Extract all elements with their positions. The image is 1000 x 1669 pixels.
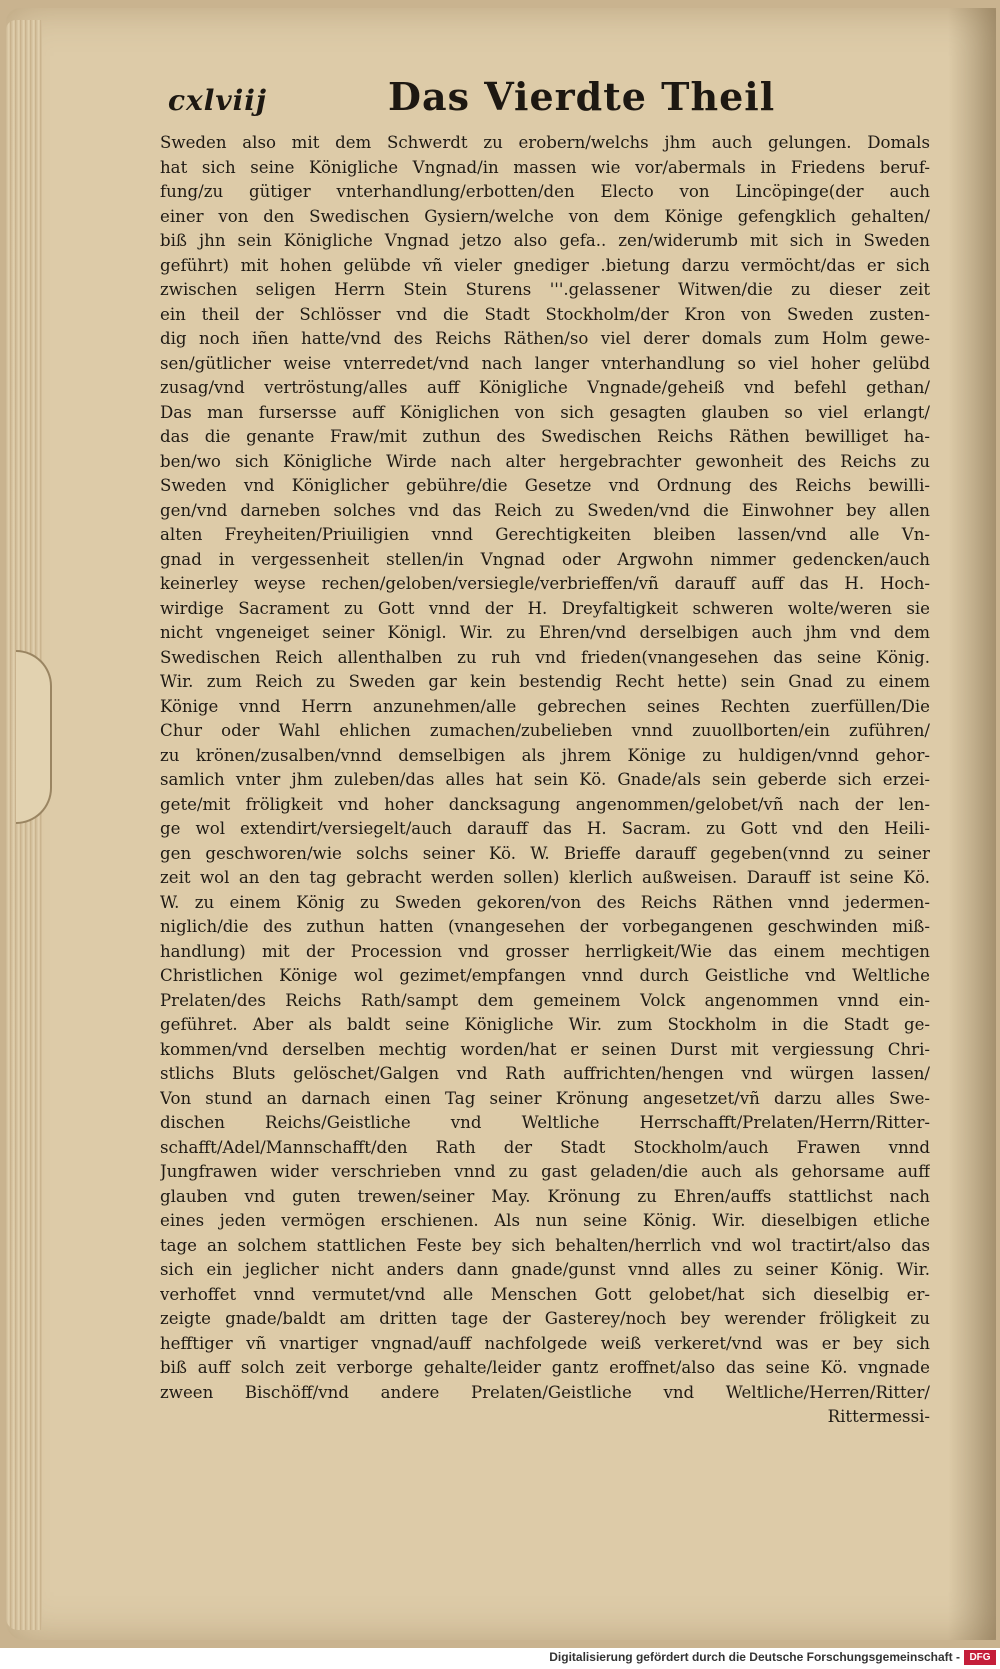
text-line: nicht vngeneiget seiner Königl. Wir. zu Ehren/vnd derselbigen auch jhm vnd dem: [160, 623, 930, 642]
text-line: einer von den Swedischen Gysiern/welche von dem Könige gefengklich gehalten/: [160, 206, 930, 226]
text-line: Rittermessi-: [827, 1407, 930, 1426]
text-line: Chur oder Wahl ehlichen zumachen/zubelieben vnnd zuuollborten/ein zuführen/: [160, 721, 930, 740]
text-line: das die genante Fraw/mit zuthun des Swedischen Reichs Räthen bewilliget ha-: [160, 427, 930, 446]
running-title: Das Vierdte Theil: [388, 74, 776, 119]
text-line: gete/mit fröligkeit vnd hoher dancksagung angenommen/gelobet/vñ nach der len-: [160, 794, 930, 814]
text-line: Von stund an darnach einen Tag seiner Krönung angesetzet/vñ darzu alles Swe-: [160, 1088, 930, 1108]
text-line: hat sich seine Königliche Vngnad/in massen wie vor/abermals in Friedens beruf-: [160, 157, 930, 177]
text-line: Das man fursersse auff Königlichen von sich gesagten glauben so viel erlangt/: [160, 402, 930, 422]
text-line: ben/wo sich Königliche Wirde nach alter hergebrachter gewonheit des Reichs zu: [160, 451, 930, 471]
text-line: Swedischen Reich allenthalben zu ruh vnd frieden(vnangesehen das seine König.: [160, 647, 930, 667]
text-line: keinerley weyse rechen/geloben/versiegle/verbrieffen/vñ darauff auff das H. Hoch-: [160, 574, 930, 593]
text-line: gen/vnd darneben solches vnd das Reich zu Sweden/vnd die Einwohner bey allen: [160, 500, 930, 520]
text-line: gnad in vergessenheit stellen/in Vngnad oder Argwohn nimmer gedencken/auch: [160, 549, 930, 569]
folio-number: cxlviij: [168, 84, 268, 117]
text-line: zwischen seligen Herrn Stein Sturens '''.gelassener Witwen/die zu dieser zeit: [160, 280, 930, 299]
text-line: gen geschworen/wie solchs seiner Kö. W. Brieffe darauff gegeben(vnnd zu seiner: [160, 843, 930, 863]
text-line: zeigte gnade/baldt am dritten tage der Gasterey/noch bey werender fröligkeit zu: [160, 1309, 930, 1328]
text-line: W. zu einem König zu Sweden gekoren/von des Reichs Räthen vnnd jedermen-: [160, 892, 930, 912]
text-line: biß auff solch zeit verborge gehalte/leider gantz eroffnet/also das seine Kö. vngnade: [160, 1358, 930, 1377]
page-gutter-shadow: [948, 8, 996, 1640]
text-line: Könige vnnd Herrn anzunehmen/alle gebrechen seines Rechten zuerfüllen/Die: [160, 696, 930, 716]
page-tab-notch: [16, 650, 52, 824]
text-line: zween Bischöff/vnd andere Prelaten/Geistliche vnd Weltliche/Herren/Ritter/: [160, 1382, 930, 1402]
text-line: Sweden vnd Königlicher gebühre/die Gesetze vnd Ordnung des Reichs bewilli-: [160, 476, 930, 495]
text-line: niglich/die des zuthun hatten (vnangesehen der vorbegangenen geschwinden miß-: [160, 917, 930, 936]
text-line: hefftiger vñ vnartiger vngnad/auff nachfolgede weiß verkeret/vnd was er bey sich: [160, 1333, 930, 1353]
text-line: kommen/vnd derselben mechtig worden/hat er seinen Durst mit vergiessung Chri-: [160, 1039, 930, 1059]
text-line: fung/zu gütiger vnterhandlung/erbotten/den Electo von Lincöpinge(der auch: [160, 182, 930, 201]
text-line: schafft/Adel/Mannschafft/den Rath der Stadt Stockholm/auch Frawen vnnd: [160, 1137, 930, 1157]
text-line: zusag/vnd vertröstung/alles auff Königliche Vngnade/geheiß vnd befehl gethan/: [160, 378, 930, 397]
text-line: wirdige Sacrament zu Gott vnnd der H. Dreyfaltigkeit schweren wolte/weren sie: [160, 598, 930, 618]
text-line: Wir. zum Reich zu Sweden gar kein bestendig Recht hette) sein Gnad zu einem: [160, 672, 930, 691]
text-line: Christlichen Könige wol gezimet/empfangen vnnd durch Geistliche vnd Weltliche: [160, 966, 930, 985]
text-line: zeit wol an den tag gebracht werden sollen) klerlich außweisen. Darauff ist seine Kö.: [160, 868, 930, 887]
text-line: dischen Reichs/Geistliche vnd Weltliche Herrschafft/Prelaten/Herrn/Ritter-: [160, 1113, 930, 1132]
text-line: handlung) mit der Procession vnd grosser herrligkeit/Wie das einem mechtigen: [160, 941, 930, 961]
text-line: biß jhn sein Königliche Vngnad jetzo also gefa.. zen/widerumb mit sich in Sweden: [160, 231, 930, 250]
text-line: sich ein jeglicher nicht anders dann gnade/gunst vnnd alles zu seiner König. Wir.: [160, 1260, 930, 1279]
text-line: sen/gütlicher weise vnterredet/vnd nach langer vnterhandlung so viel hoher gelübd: [160, 353, 930, 373]
text-line: zu krönen/zusalben/vnnd demselbigen als jhrem Könige zu huldigen/vnnd gehor-: [160, 745, 930, 765]
dfg-logo: DFG: [964, 1650, 996, 1665]
text-line: ein theil der Schlösser vnd die Stadt Stockholm/der Kron von Sweden zusten-: [160, 304, 930, 324]
text-line: verhoffet vnnd vermutet/vnd alle Menschen Gott gelobet/hat sich dieselbig er-: [160, 1284, 930, 1304]
text-line: Jungfrawen wider verschrieben vnnd zu gast geladen/die auch als gehorsame auff: [160, 1162, 930, 1181]
text-line: Sweden also mit dem Schwerdt zu erobern/welchs jhm auch gelungen. Domals: [160, 133, 930, 152]
page-edges: [6, 20, 42, 1630]
text-line: stlichs Bluts gelöschet/Galgen vnd Rath auffrichten/hengen vnd würgen lassen/: [160, 1064, 930, 1083]
text-line: Prelaten/des Reichs Rath/sampt dem gemeinem Volck angenommen vnnd ein-: [160, 990, 930, 1010]
text-line: alten Freyheiten/Priuiligien vnnd Gerechtigkeiten bleiben lassen/vnd alle Vn-: [160, 525, 930, 544]
digitization-credit: Digitalisierung gefördert durch die Deutsche Forschungsgemeinschaft -: [549, 1650, 960, 1664]
footer-bar: [0, 1648, 1000, 1669]
text-line: geführet. Aber als baldt seine Königliche Wir. zum Stockholm in die Stadt ge-: [160, 1015, 930, 1034]
page-header: [168, 74, 908, 130]
text-line: dig noch iñen hatte/vnd des Reichs Räthen/so viel derer domals zum Holm gewe-: [160, 329, 930, 348]
text-line: eines jeden vermögen erschienen. Als nun seine König. Wir. dieselbigen etliche: [160, 1211, 930, 1230]
body-text: [160, 131, 930, 1430]
text-line: ge wol extendirt/versiegelt/auch darauff das H. Sacram. zu Gott vnd den Heili-: [160, 819, 930, 838]
text-line: samlich vnter jhm zuleben/das alles hat sein Kö. Gnade/als sein geberde sich erzei-: [160, 770, 930, 789]
text-line: glauben vnd guten trewen/seiner May. Krönung zu Ehren/auffs stattlichst nach: [160, 1186, 930, 1206]
text-line: tage an solchem stattlichen Feste bey sich behalten/herrlich vnd wol tractirt/also das: [160, 1235, 930, 1255]
text-line: geführt) mit hohen gelübde vñ vieler gnediger .bietung darzu vermöcht/das er sich: [160, 255, 930, 275]
